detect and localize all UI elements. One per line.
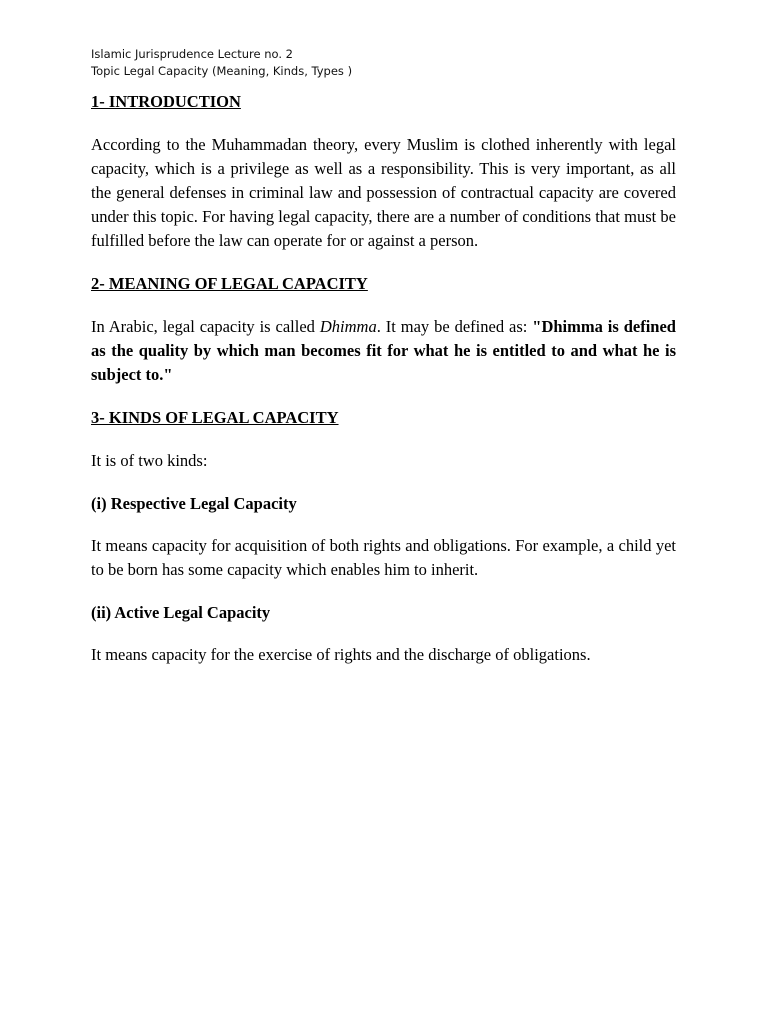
subheading-active-capacity: (ii) Active Legal Capacity xyxy=(91,603,271,622)
document-page xyxy=(91,46,676,667)
header-topic: Topic Legal Capacity (Meaning, Kinds, Types ) xyxy=(91,64,353,78)
paragraph-meaning xyxy=(91,315,676,387)
meaning-term: Dhimma xyxy=(319,317,377,336)
heading-kinds: 3- KINDS OF LEGAL CAPACITY xyxy=(91,408,339,427)
paragraph-kinds-intro: It is of two kinds: xyxy=(91,451,208,470)
document-header xyxy=(91,46,676,80)
header-lecture-title: Islamic Jurisprudence Lecture no. 2 xyxy=(91,47,293,61)
meaning-text-before: In Arabic, legal capacity is called xyxy=(91,317,320,336)
subheading-respective-capacity: (i) Respective Legal Capacity xyxy=(91,494,297,513)
heading-introduction: 1- INTRODUCTION xyxy=(91,92,241,111)
paragraph-respective-capacity: It means capacity for acquisition of both rights and obligations. For example, a child yet to be born has some capacity which enables him to inherit. xyxy=(91,536,676,579)
paragraph-active-capacity: It means capacity for the exercise of rights and the discharge of obligations. xyxy=(91,645,591,664)
heading-meaning: 2- MEANING OF LEGAL CAPACITY xyxy=(91,274,368,293)
meaning-text-after: . It may be defined as: xyxy=(376,317,533,336)
paragraph-introduction: According to the Muhammadan theory, every Muslim is clothed inherently with legal capacity, which is a privilege as well as a responsibility. This is very important, as all the general defenses in criminal law and possession of contractual capacity are covered under this topic. For having legal capacity, there are a number of conditions that must be fulfilled before the law can operate for or against a person. xyxy=(91,135,676,250)
meaning-definition: "Dhimma is defined as the quality by which man becomes fit for what he is entitled to and what he is subject to." xyxy=(91,317,676,384)
